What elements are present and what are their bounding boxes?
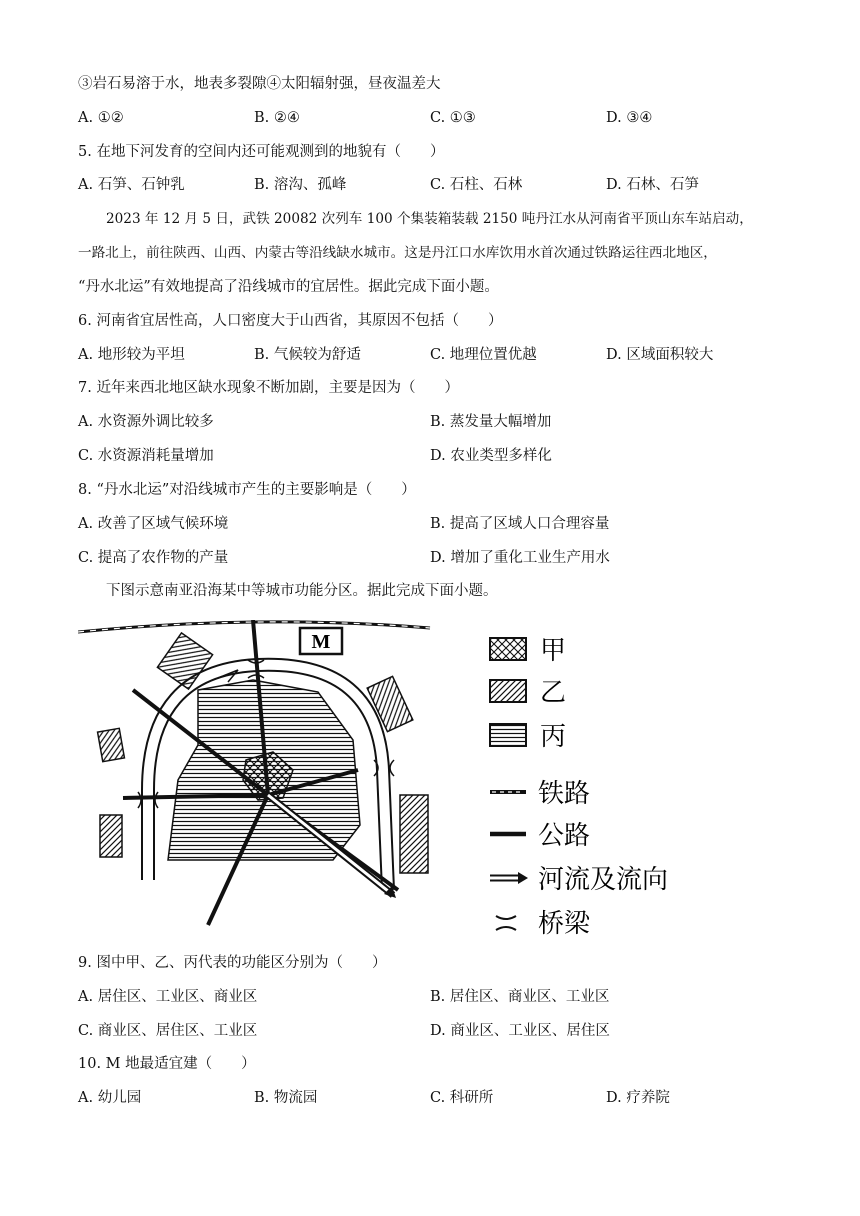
q7-option-c[interactable]: C. 水资源消耗量增加 bbox=[78, 448, 214, 464]
q10-option-a[interactable]: A. 幼儿园 bbox=[78, 1090, 142, 1106]
q6-option-b[interactable]: B. 气候较为舒适 bbox=[254, 347, 361, 363]
q4-option-d[interactable]: D. ③④ bbox=[606, 110, 653, 126]
figure-intro: 下图示意南亚沿海某中等城市功能分区。据此完成下面小题。 bbox=[106, 583, 498, 599]
q5-option-a[interactable]: A. 石笋、石钟乳 bbox=[78, 177, 185, 193]
q6-stem: 6. 河南省宜居性高，人口密度大于山西省，其原因不包括（ ） bbox=[78, 313, 503, 329]
reading-passage-1 bbox=[78, 202, 798, 304]
q8-option-a[interactable]: A. 改善了区域气候环境 bbox=[78, 516, 229, 532]
site-m-label: M bbox=[311, 631, 331, 653]
q7-option-b[interactable]: B. 蒸发量大幅增加 bbox=[430, 414, 552, 430]
legend-yi-label: 乙 bbox=[540, 678, 567, 708]
q10-option-b[interactable]: B. 物流园 bbox=[254, 1090, 318, 1106]
q7-stem: 7. 近年来西北地区缺水现象不断加剧，主要是因为（ ） bbox=[78, 380, 459, 396]
zone-yi-block bbox=[400, 795, 428, 873]
zone-yi-block bbox=[100, 815, 122, 857]
q9-option-b[interactable]: B. 居住区、商业区、工业区 bbox=[430, 989, 610, 1005]
q6-option-c[interactable]: C. 地理位置优越 bbox=[430, 347, 537, 363]
q8-option-d[interactable]: D. 增加了重化工业生产用水 bbox=[430, 550, 610, 566]
q10-stem: 10. M 地最适宜建（ ） bbox=[78, 1056, 256, 1072]
q4-statement-tail: ③岩石易溶于水，地表多裂隙④太阳辐射强，昼夜温差大 bbox=[78, 76, 441, 92]
legend-yi-swatch bbox=[490, 680, 526, 702]
legend-bridge-swatch bbox=[496, 916, 516, 930]
q9-option-d[interactable]: D. 商业区、工业区、居住区 bbox=[430, 1023, 610, 1039]
q5-option-b[interactable]: B. 溶沟、孤峰 bbox=[254, 177, 347, 193]
legend-bridge-label: 桥梁 bbox=[538, 909, 591, 939]
q9-stem: 9. 图中甲、乙、丙代表的功能区分别为（ ） bbox=[78, 955, 387, 971]
legend-jia-swatch bbox=[490, 638, 526, 660]
legend-bing-label: 丙 bbox=[540, 722, 567, 752]
q7-option-a[interactable]: A. 水资源外调比较多 bbox=[78, 414, 214, 430]
q6-option-d[interactable]: D. 区域面积较大 bbox=[606, 347, 714, 363]
q5-option-d[interactable]: D. 石林、石笋 bbox=[606, 177, 699, 193]
legend-bing-swatch bbox=[490, 724, 526, 746]
q5-option-c[interactable]: C. 石柱、石林 bbox=[430, 177, 523, 193]
legend-highway-label: 公路 bbox=[538, 821, 591, 851]
passage-1-line-3: “丹水北运”有效地提高了沿线城市的宜居性。据此完成下面小题。 bbox=[78, 279, 499, 295]
legend-railway-label: 铁路 bbox=[538, 779, 591, 809]
map-legend bbox=[490, 636, 668, 939]
q9-option-a[interactable]: A. 居住区、工业区、商业区 bbox=[78, 989, 258, 1005]
q8-option-c[interactable]: C. 提高了农作物的产量 bbox=[78, 550, 229, 566]
city-zoning-map-figure bbox=[78, 620, 688, 940]
q6-option-a[interactable]: A. 地形较为平坦 bbox=[78, 347, 185, 363]
legend-river-label: 河流及流向 bbox=[538, 865, 669, 895]
passage-1-line-2: 一路北上，前往陕西、山西、内蒙古等沿线缺水城市。这是丹江口水库饮用水首次通过铁路运往西北地区， bbox=[78, 245, 717, 261]
legend-jia-label: 甲 bbox=[540, 636, 567, 666]
q4-option-a[interactable]: A. ①② bbox=[78, 110, 124, 126]
q10-option-c[interactable]: C. 科研所 bbox=[430, 1090, 494, 1106]
q9-option-c[interactable]: C. 商业区、居住区、工业区 bbox=[78, 1023, 258, 1039]
q4-option-b[interactable]: B. ②④ bbox=[254, 110, 300, 126]
q4-option-c[interactable]: C. ①③ bbox=[430, 110, 476, 126]
q7-option-d[interactable]: D. 农业类型多样化 bbox=[430, 448, 552, 464]
q10-option-d[interactable]: D. 疗养院 bbox=[606, 1090, 670, 1106]
passage-1-line-1: 2023 年 12 月 5 日，武铁 20082 次列车 100 个集装箱装载 2150 吨丹江水从河南省平顶山东车站启动， bbox=[106, 211, 753, 227]
q8-option-b[interactable]: B. 提高了区域人口合理容量 bbox=[430, 516, 610, 532]
zone-yi-block bbox=[98, 728, 125, 761]
q5-stem: 5. 在地下河发育的空间内还可能观测到的地貌有（ ） bbox=[78, 144, 445, 160]
q8-stem: 8. “丹水北运”对沿线城市产生的主要影响是（ ） bbox=[78, 482, 416, 498]
